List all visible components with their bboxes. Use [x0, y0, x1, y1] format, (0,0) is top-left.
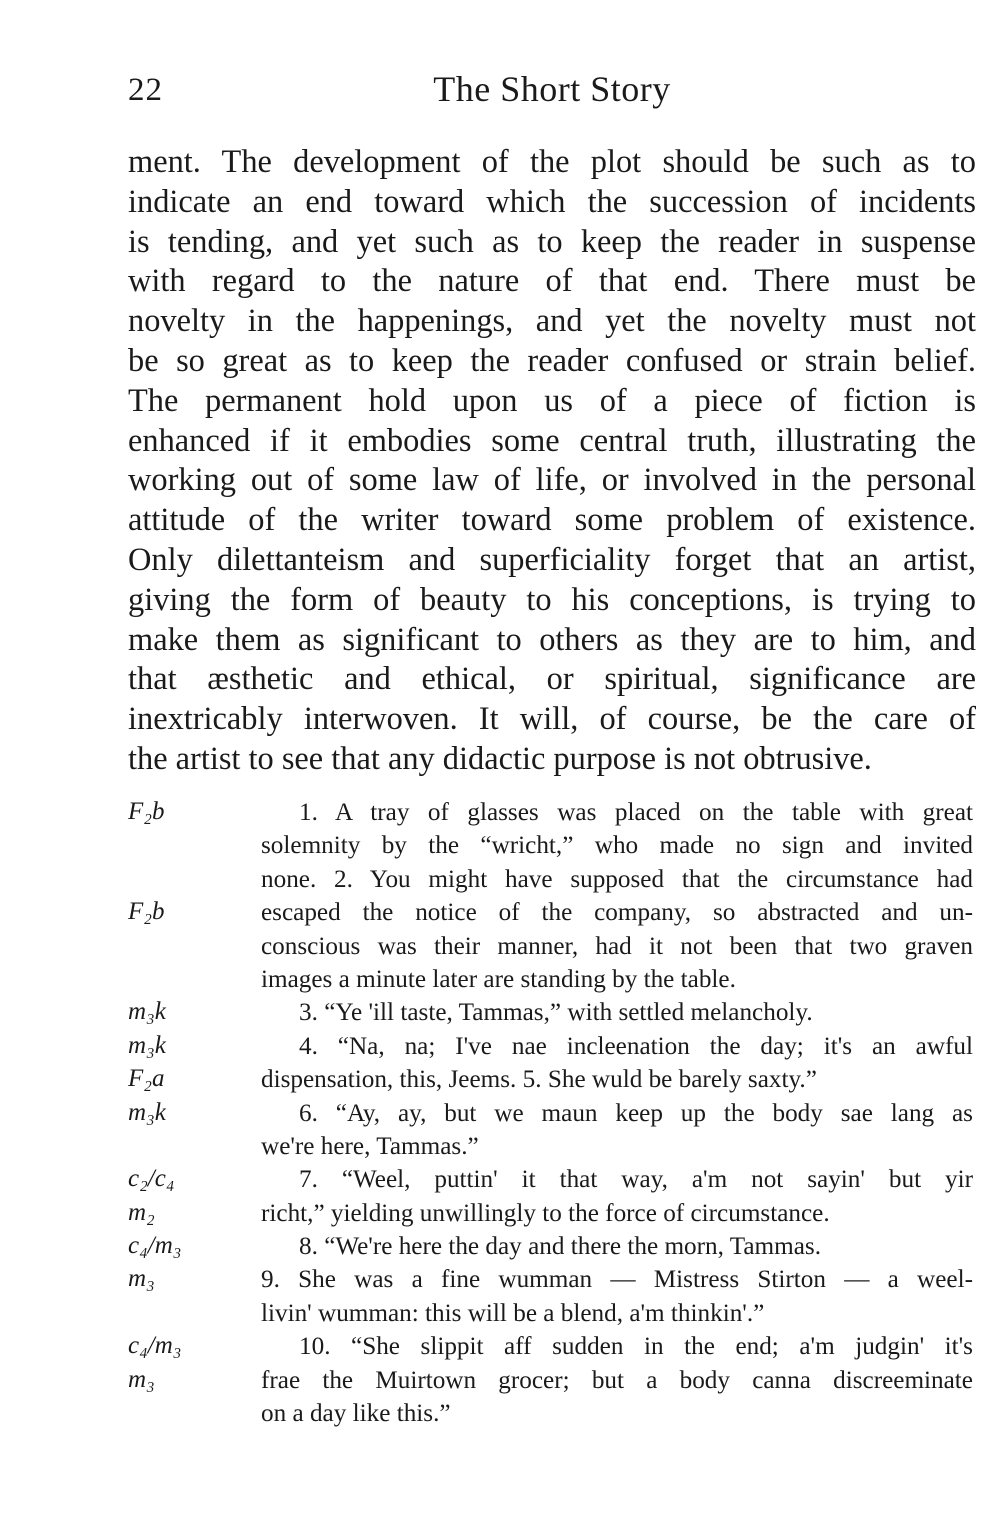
example-line: conscious was their manner, had it not been that two graven	[261, 932, 973, 960]
margin-annotation: m₂	[128, 1198, 155, 1226]
body-line: giving the form of beauty to his conceptions, is trying to	[128, 581, 976, 618]
body-line: novelty in the happenings, and yet the novelty must not	[128, 303, 976, 340]
example-line: 8. “We're here the day and there the morn, Tammas.	[299, 1233, 822, 1261]
body-line: indicate an end toward which the succession of incidents	[128, 183, 976, 220]
body-line: The permanent hold upon us of a piece of fiction is	[128, 382, 976, 419]
example-line: 10. “She slippit aff sudden in the end; a'm judgin' it's	[299, 1333, 973, 1361]
example-line: on a day like this.”	[261, 1400, 451, 1428]
margin-annotation: c₂/c₄	[128, 1165, 175, 1193]
body-line: with regard to the nature of that end. There must be	[128, 263, 976, 300]
margin-annotation: F₂b	[128, 798, 165, 825]
running-header	[128, 68, 976, 118]
example-line: 6. “Ay, ay, but we maun keep up the body sae lang as	[299, 1099, 973, 1127]
example-line: 4. “Na, na; I've nae incleenation the day; it's an awful	[299, 1032, 973, 1060]
margin-annotation: m₃	[128, 1365, 155, 1393]
annotated-example	[128, 796, 976, 1430]
example-line: none. 2. You might have supposed that the circumstance had	[261, 865, 973, 893]
example-line: 7. “Weel, puttin' it that way, a'm not sayin' but yir	[299, 1166, 973, 1194]
body-line: inextricably interwoven. It will, of course, be the care of	[128, 701, 976, 738]
margin-annotation: c₄/m₃	[128, 1232, 182, 1260]
running-title: The Short Story	[433, 69, 671, 109]
margin-annotation: c₄/m₃	[128, 1332, 182, 1360]
body-line: that æsthetic and ethical, or spiritual, significance are	[128, 661, 976, 698]
example-line: solemnity by the “wricht,” who made no sign and invited	[261, 832, 973, 860]
example-line: dispensation, this, Jeems. 5. She wuld be barely saxty.”	[261, 1066, 817, 1094]
example-row	[128, 1030, 976, 1063]
margin-annotation: m₃k	[128, 1031, 166, 1059]
example-line: 1. A tray of glasses was placed on the table with great	[299, 799, 973, 826]
example-row	[128, 1130, 976, 1163]
example-line: richt,” yielding unwillingly to the force of circumstance.	[261, 1199, 830, 1227]
margin-annotation: F₂a	[128, 1065, 165, 1093]
example-line: escaped the notice of the company, so abstracted and un-	[261, 899, 973, 927]
example-line: 9. She was a fine wumman — Mistress Stirton — a weel-	[261, 1266, 973, 1294]
margin-annotation: m₃	[128, 1265, 155, 1293]
example-row	[128, 1230, 976, 1263]
example-row	[128, 829, 976, 862]
example-row	[128, 1163, 976, 1196]
example-row	[128, 1297, 976, 1330]
example-row	[128, 1063, 976, 1096]
body-line: working out of some law of life, or involved in the personal	[128, 462, 976, 499]
example-row	[128, 896, 976, 929]
example-row	[128, 963, 976, 996]
margin-annotation: F₂b	[128, 898, 165, 926]
example-row	[128, 1197, 976, 1230]
example-row	[128, 930, 976, 963]
example-row	[128, 1397, 976, 1430]
example-line: images a minute later are standing by the table.	[261, 965, 736, 993]
example-row	[128, 1364, 976, 1397]
example-line: we're here, Tammas.”	[261, 1132, 479, 1160]
example-line: livin' wumman: this will be a blend, a'm thinkin'.”	[261, 1299, 765, 1327]
body-line: ment. The development of the plot should be such as to	[128, 144, 976, 180]
body-line: be so great as to keep the reader confused or strain belief.	[128, 342, 976, 379]
body-line: attitude of the writer toward some problem of existence.	[128, 502, 976, 539]
margin-annotation: m₃k	[128, 1098, 166, 1126]
page-number: 22	[128, 72, 163, 108]
margin-annotation: m₃k	[128, 998, 166, 1026]
body-paragraph	[128, 143, 976, 780]
example-line: 3. “Ye 'ill taste, Tammas,” with settled melancholy.	[299, 999, 813, 1027]
body-line: Only dilettanteism and superficiality forget that an artist,	[128, 541, 976, 578]
body-line: enhanced if it embodies some central truth, illustrating the	[128, 422, 976, 459]
body-line: make them as significant to others as they are to him, and	[128, 621, 976, 658]
example-row	[128, 796, 976, 829]
body-line: is tending, and yet such as to keep the reader in suspense	[128, 223, 976, 260]
example-row	[128, 1330, 976, 1363]
example-row	[128, 1097, 976, 1130]
example-row	[128, 1263, 976, 1296]
body-line: the artist to see that any didactic purpose is not obtrusive.	[128, 740, 872, 777]
example-row	[128, 863, 976, 896]
example-row	[128, 996, 976, 1029]
example-line: frae the Muirtown grocer; but a body canna discreeminate	[261, 1366, 973, 1394]
